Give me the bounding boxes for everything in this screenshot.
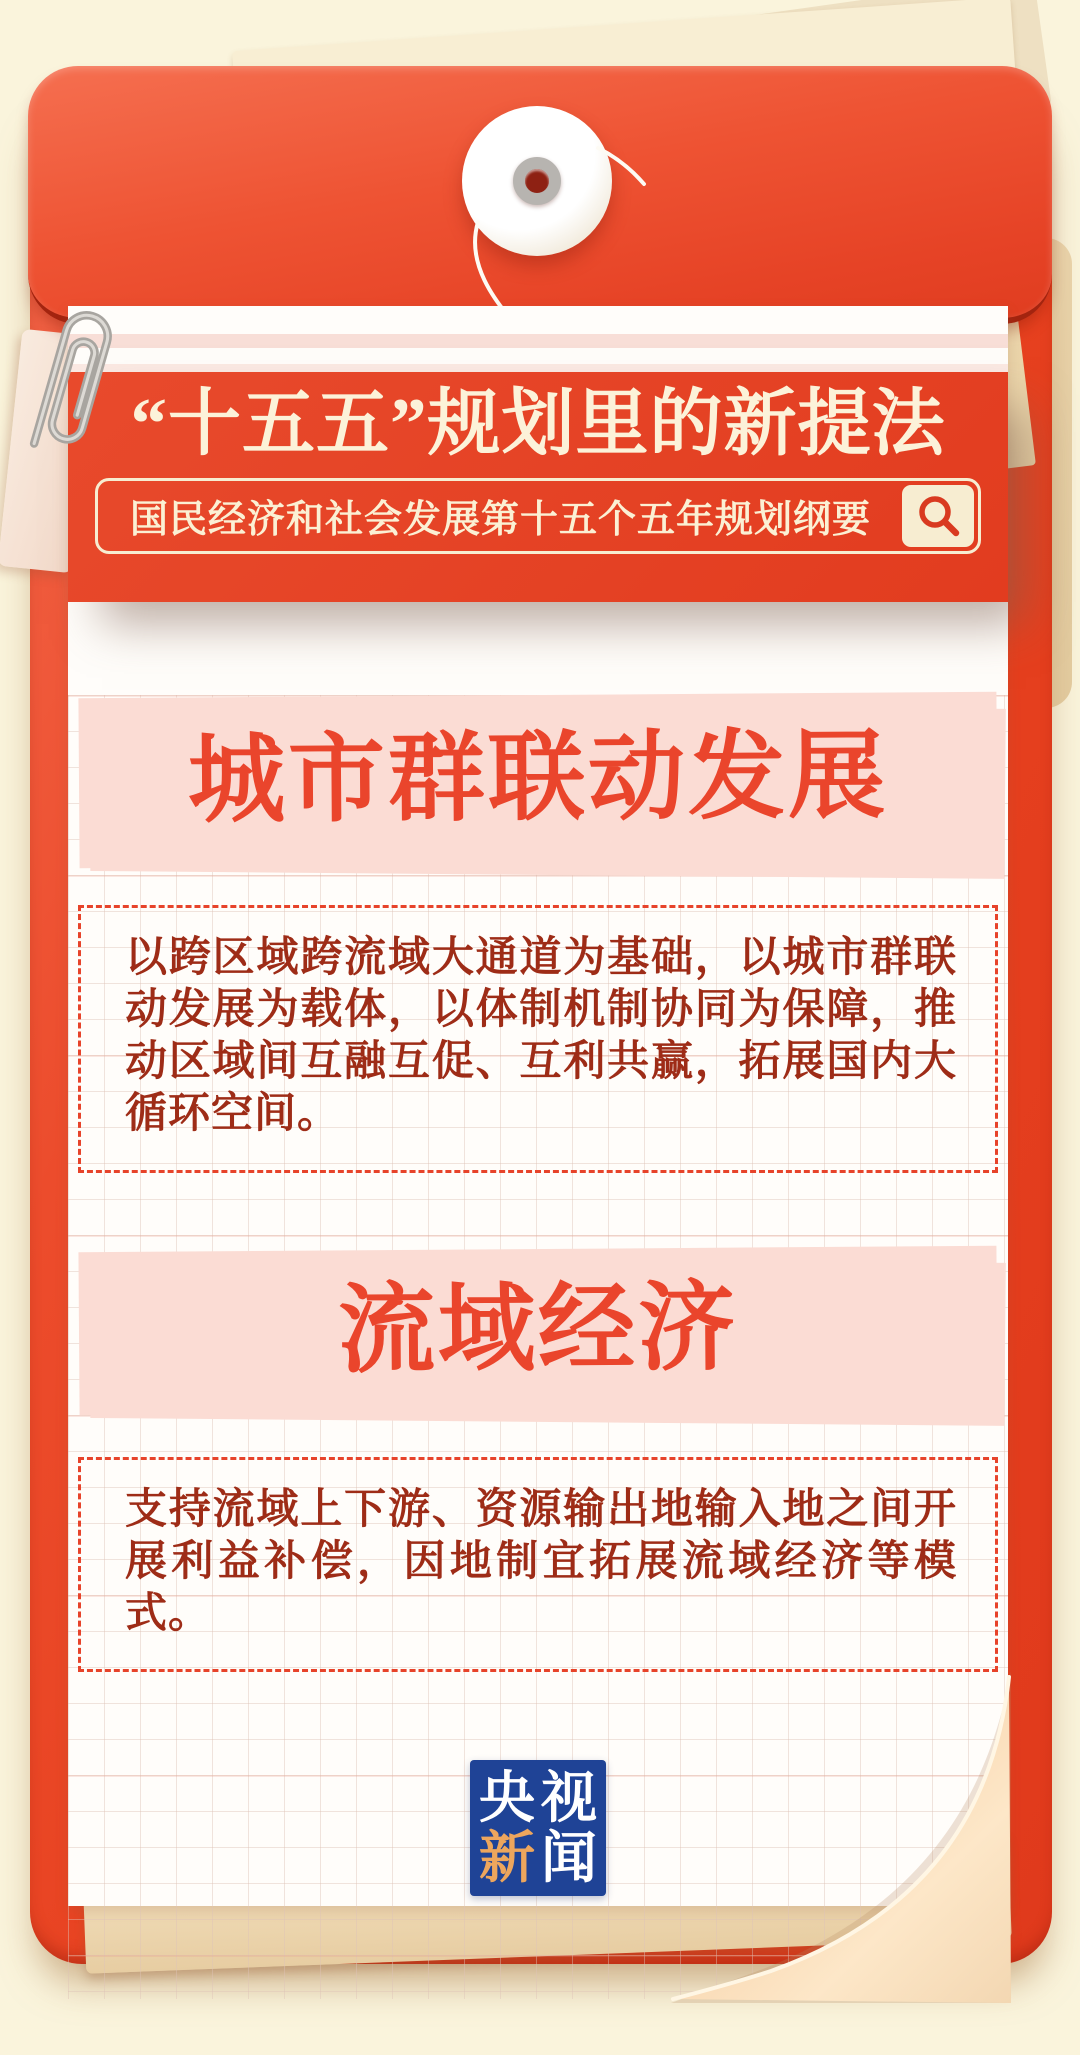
cctv-news-logo [470,1760,606,1896]
search-icon [914,492,962,540]
logo-char: 新 [479,1825,535,1889]
paper-edge-strip [68,364,1008,372]
grommet-icon [513,157,561,205]
search-bar [95,478,981,554]
paper-edge-strip [68,306,1008,334]
logo-char: 视 [541,1765,597,1829]
section-2-highlight [78,1246,997,1415]
section-1-title: 城市群联动发展 [187,722,889,835]
logo-char: 闻 [541,1825,597,1889]
paper-edge-strip [68,334,1008,348]
section-1-body-box [78,905,998,1173]
logo-char: 央 [479,1765,535,1829]
paper-sheet [68,306,1008,1906]
section-1-body-text: 以跨区域跨流域大通道为基础，以城市群联动发展为载体，以体制机制协同为保障，推动区域间互融互促、互利共赢，拓展国内大循环空间。 [125,935,957,1138]
poster-title: “十五五”规划里的新提法 [130,383,946,464]
search-bar-text: 国民经济和社会发展第十五个五年规划纲要 [130,499,872,542]
section-2-title: 流域经济 [337,1274,739,1385]
paper-edge-strip [68,348,1008,364]
section-2-body-box [78,1457,998,1671]
grid-paper-body [68,695,1008,1999]
section-1-highlight [78,692,997,868]
header-banner [68,372,1008,602]
page-curl [661,1671,1011,2003]
section-2-body-text: 支持流域上下游、资源输出地输入地之间开展利益补偿，因地制宜拓展流域经济等模式。 [125,1487,957,1638]
search-button [902,485,974,547]
string-tie-button [462,106,612,256]
